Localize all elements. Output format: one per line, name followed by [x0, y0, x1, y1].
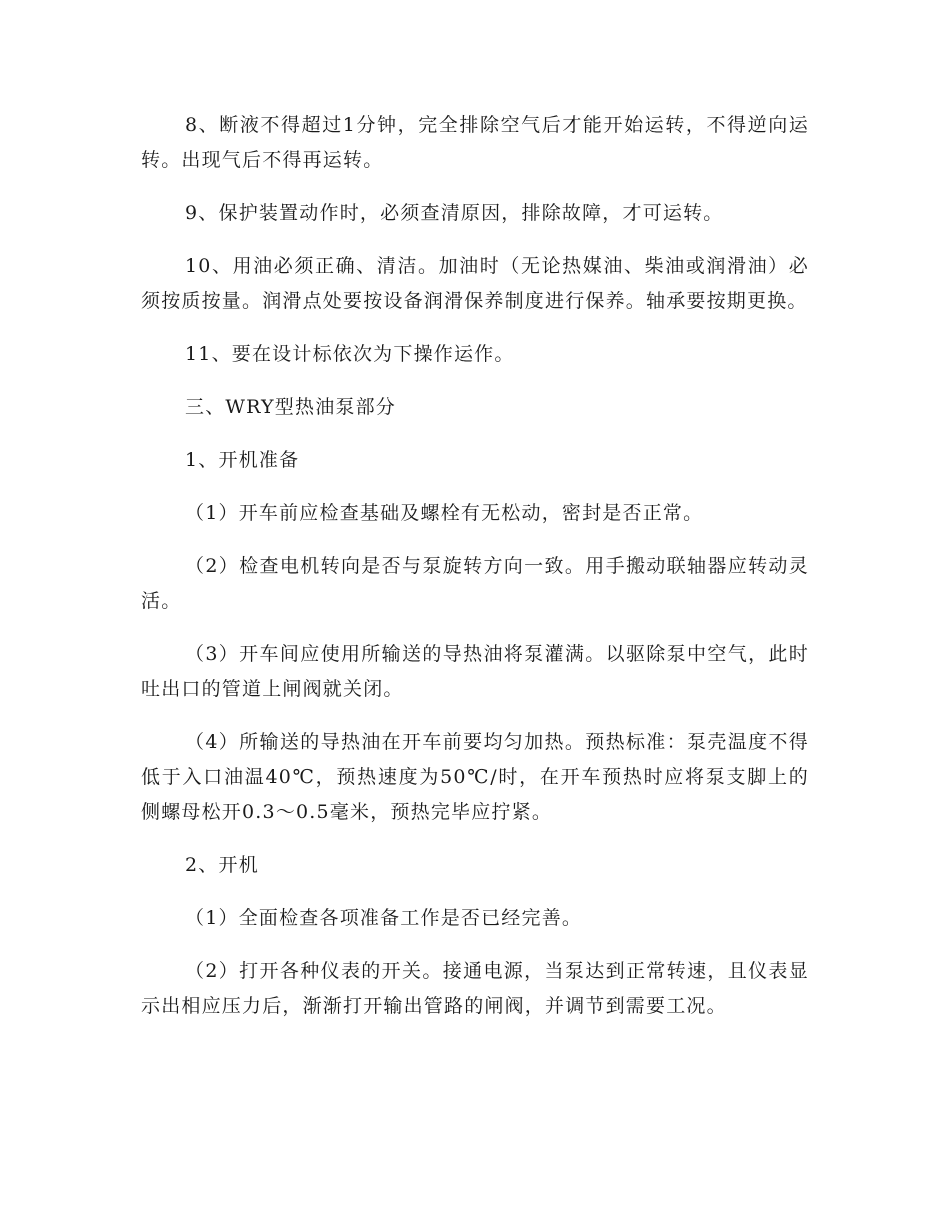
paragraph-item-8: 8、断液不得超过1分钟，完全排除空气后才能开始运转，不得逆向运转。出现气后不得再运转。	[141, 114, 809, 171]
subsection-heading-startup: 2、开机	[185, 854, 259, 876]
paragraph-prep-2: （2）检查电机转向是否与泵旋转方向一致。用手搬动联轴器应转动灵活。	[141, 555, 809, 612]
paragraph-item-10: 10、用油必须正确、清洁。加油时（无论热媒油、柴油或润滑油）必须按质按量。润滑点处要按设备润滑保养制度进行保养。轴承要按期更换。	[141, 255, 809, 312]
subsection-heading-startup-prep: 1、开机准备	[185, 449, 300, 471]
paragraph-prep-4: （4）所输送的导热油在开车前要均匀加热。预热标准：泵壳温度不得低于入口油温40℃，预热速度为50℃/时，在开车预热时应将泵支脚上的侧螺母松开0.3～0.5毫米，预热完毕应拧紧。	[141, 731, 809, 823]
paragraph-item-9: 9、保护装置动作时，必须查清原因，排除故障，才可运转。	[185, 202, 724, 224]
paragraph-item-11: 11、要在设计标依次为下操作运作。	[185, 343, 515, 365]
paragraph-startup-1: （1）全面检查各项准备工作是否已经完善。	[185, 907, 583, 929]
section-heading-wry-pump: 三、WRY型热油泵部分	[185, 396, 396, 418]
paragraph-prep-3: （3）开车间应使用所输送的导热油将泵灌满。以驱除泵中空气，此时吐出口的管道上闸阀就关闭。	[141, 643, 809, 700]
paragraph-prep-1: （1）开车前应检查基础及螺栓有无松动，密封是否正常。	[185, 502, 704, 524]
document-body	[141, 108, 809, 1042]
paragraph-startup-2: （2）打开各种仪表的开关。接通电源，当泵达到正常转速，且仪表显示出相应压力后，渐渐打开输出管路的闸阀，并调节到需要工况。	[141, 960, 809, 1017]
